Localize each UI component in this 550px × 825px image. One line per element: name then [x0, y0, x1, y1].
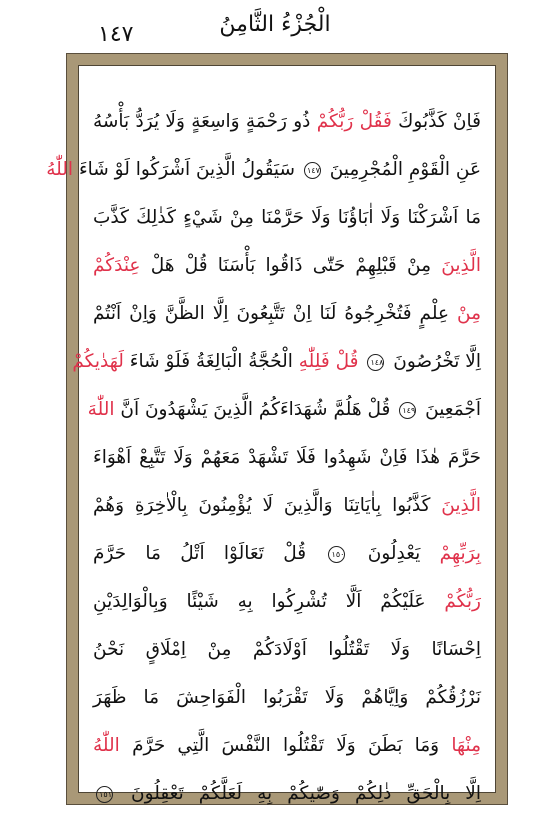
highlighted-text-segment: رَبُّكُمْ: [444, 591, 481, 612]
highlighted-text-segment: اللّٰهُ: [93, 735, 120, 756]
text-segment: يَعْدِلُونَ: [348, 543, 440, 564]
text-segment: قُلْ هَلُمَّ شُهَدَاءَكُمُ الَّذِينَ يَشْهَدُونَ اَنَّ: [114, 399, 397, 420]
text-segment: مَا اَشْرَكْنَا وَلَا اٰبَاؤُنَا وَلَا حَرَّمْنَا مِنْ شَيْءٍ كَذٰلِكَ كَذَّبَ: [93, 207, 481, 228]
text-line: [46, 146, 481, 194]
text-segment: نَرْزُقُكُمْ وَاِيَّاهُمْ وَلَا تَقْرَبُوا الْفَوَاحِشَ مَا ظَهَرَ: [93, 687, 481, 708]
text-segment: [359, 351, 365, 372]
highlighted-text-segment: عِنْدَكُمْ: [93, 255, 141, 276]
text-segment: قُلْ تَعَالَوْا اَتْلُ مَا حَرَّمَ: [93, 543, 326, 564]
text-segment: فَاِنْ كَذَّبُوكَ: [391, 111, 481, 132]
text-line: [93, 674, 481, 722]
highlighted-text-segment: بِرَبِّهِمْ: [439, 543, 481, 564]
text-segment: حَرَّمَ هٰذَا فَاِنْ شَهِدُوا فَلَا تَشْهَدْ مَعَهُمْ وَلَا تَتَّبِعْ اَهْوَاءَ: [93, 447, 481, 468]
text-line: [93, 578, 481, 626]
ayah-number-marker: ١٥٠: [328, 546, 345, 563]
text-line: [93, 194, 481, 242]
highlighted-text-segment: الَّذِينَ: [441, 255, 481, 276]
text-line: [93, 242, 481, 290]
text-segment: اَجْمَعِينَ: [419, 399, 481, 420]
highlighted-text-segment: اللّٰهُ: [46, 159, 74, 180]
highlighted-text-segment: مِنْهَا: [451, 735, 481, 756]
text-segment: عِلْمٍ فَتُخْرِجُوهُ لَنَا اِنْ تَتَّبِعُونَ اِلَّا الظَّنَّ وَاِنْ اَنْتُمْ: [93, 303, 457, 324]
highlighted-text-segment: فَقُلْ رَبُّكُمْ: [316, 111, 392, 132]
highlighted-text-segment: الَّذِينَ: [441, 495, 481, 516]
text-panel: [46, 65, 496, 804]
text-segment: عَلَيْكُمْ اَلَّا تُشْرِكُوا بِهِ شَيْئًا وَبِالْوَالِدَيْنِ: [93, 591, 445, 612]
verse-text-area: [46, 98, 481, 818]
text-line: [93, 770, 481, 818]
highlighted-text-segment: اللّٰهَ: [87, 399, 115, 420]
ayah-number-marker: ١٤٨: [367, 354, 384, 371]
ayah-number-marker: ١٥١: [96, 786, 113, 803]
text-line: [93, 98, 481, 146]
text-segment: وَمَا بَطَنَ وَلَا تَقْتُلُوا النَّفْسَ الَّتِي حَرَّمَ: [119, 735, 452, 756]
text-line: [72, 338, 481, 386]
text-segment: اِلَّا تَخْرُصُونَ: [387, 351, 481, 372]
highlighted-text-segment: مِنْ: [457, 303, 481, 324]
text-segment: عَنِ الْقَوْمِ الْمُجْرِمِينَ: [323, 159, 481, 180]
text-segment: اِلَّا بِالْحَقِّ ذٰلِكُمْ وَصّٰيكُمْ بِهِ لَعَلَّكُمْ تَعْقِلُونَ: [116, 783, 481, 804]
page-header: [0, 0, 550, 60]
highlighted-text-segment: لَهَدٰيكُمْ: [72, 351, 124, 372]
page-number: ١٤٧: [98, 22, 134, 47]
page-border-frame: [46, 53, 508, 805]
text-segment: مِنْ قَبْلِهِمْ حَتّٰى ذَاقُوا بَأْسَنَا قُلْ هَلْ: [140, 255, 442, 276]
text-segment: كَذَّبُوا بِاٰيَاتِنَا وَالَّذِينَ لَا يُؤْمِنُونَ بِالْاٰخِرَةِ وَهُمْ: [93, 495, 442, 516]
text-segment: اِحْسَانًا وَلَا تَقْتُلُوا اَوْلَادَكُمْ مِنْ اِمْلَاقٍ نَحْنُ: [93, 639, 481, 660]
text-line: [93, 626, 481, 674]
ayah-number-marker: ١٤٩: [399, 402, 416, 419]
text-line: [87, 386, 481, 434]
text-segment: الْحُجَّةُ الْبَالِغَةُ فَلَوْ شَاءَ: [123, 351, 299, 372]
text-line: [93, 482, 481, 530]
text-line: [93, 290, 481, 338]
juz-title: الْجُزْءُ الثَّامِنُ: [219, 12, 331, 37]
text-line: [93, 722, 481, 770]
text-line: [93, 434, 481, 482]
text-line: [93, 530, 481, 578]
ayah-number-marker: ١٤٧: [304, 162, 321, 179]
highlighted-text-segment: قُلْ فَلِلّٰهِ: [298, 351, 359, 372]
text-segment: ذُو رَحْمَةٍ وَاسِعَةٍ وَلَا يُرَدُّ بَأْسُهُ: [93, 111, 317, 132]
text-segment: سَيَقُولُ الَّذِينَ اَشْرَكُوا لَوْ شَاءَ: [73, 159, 301, 180]
